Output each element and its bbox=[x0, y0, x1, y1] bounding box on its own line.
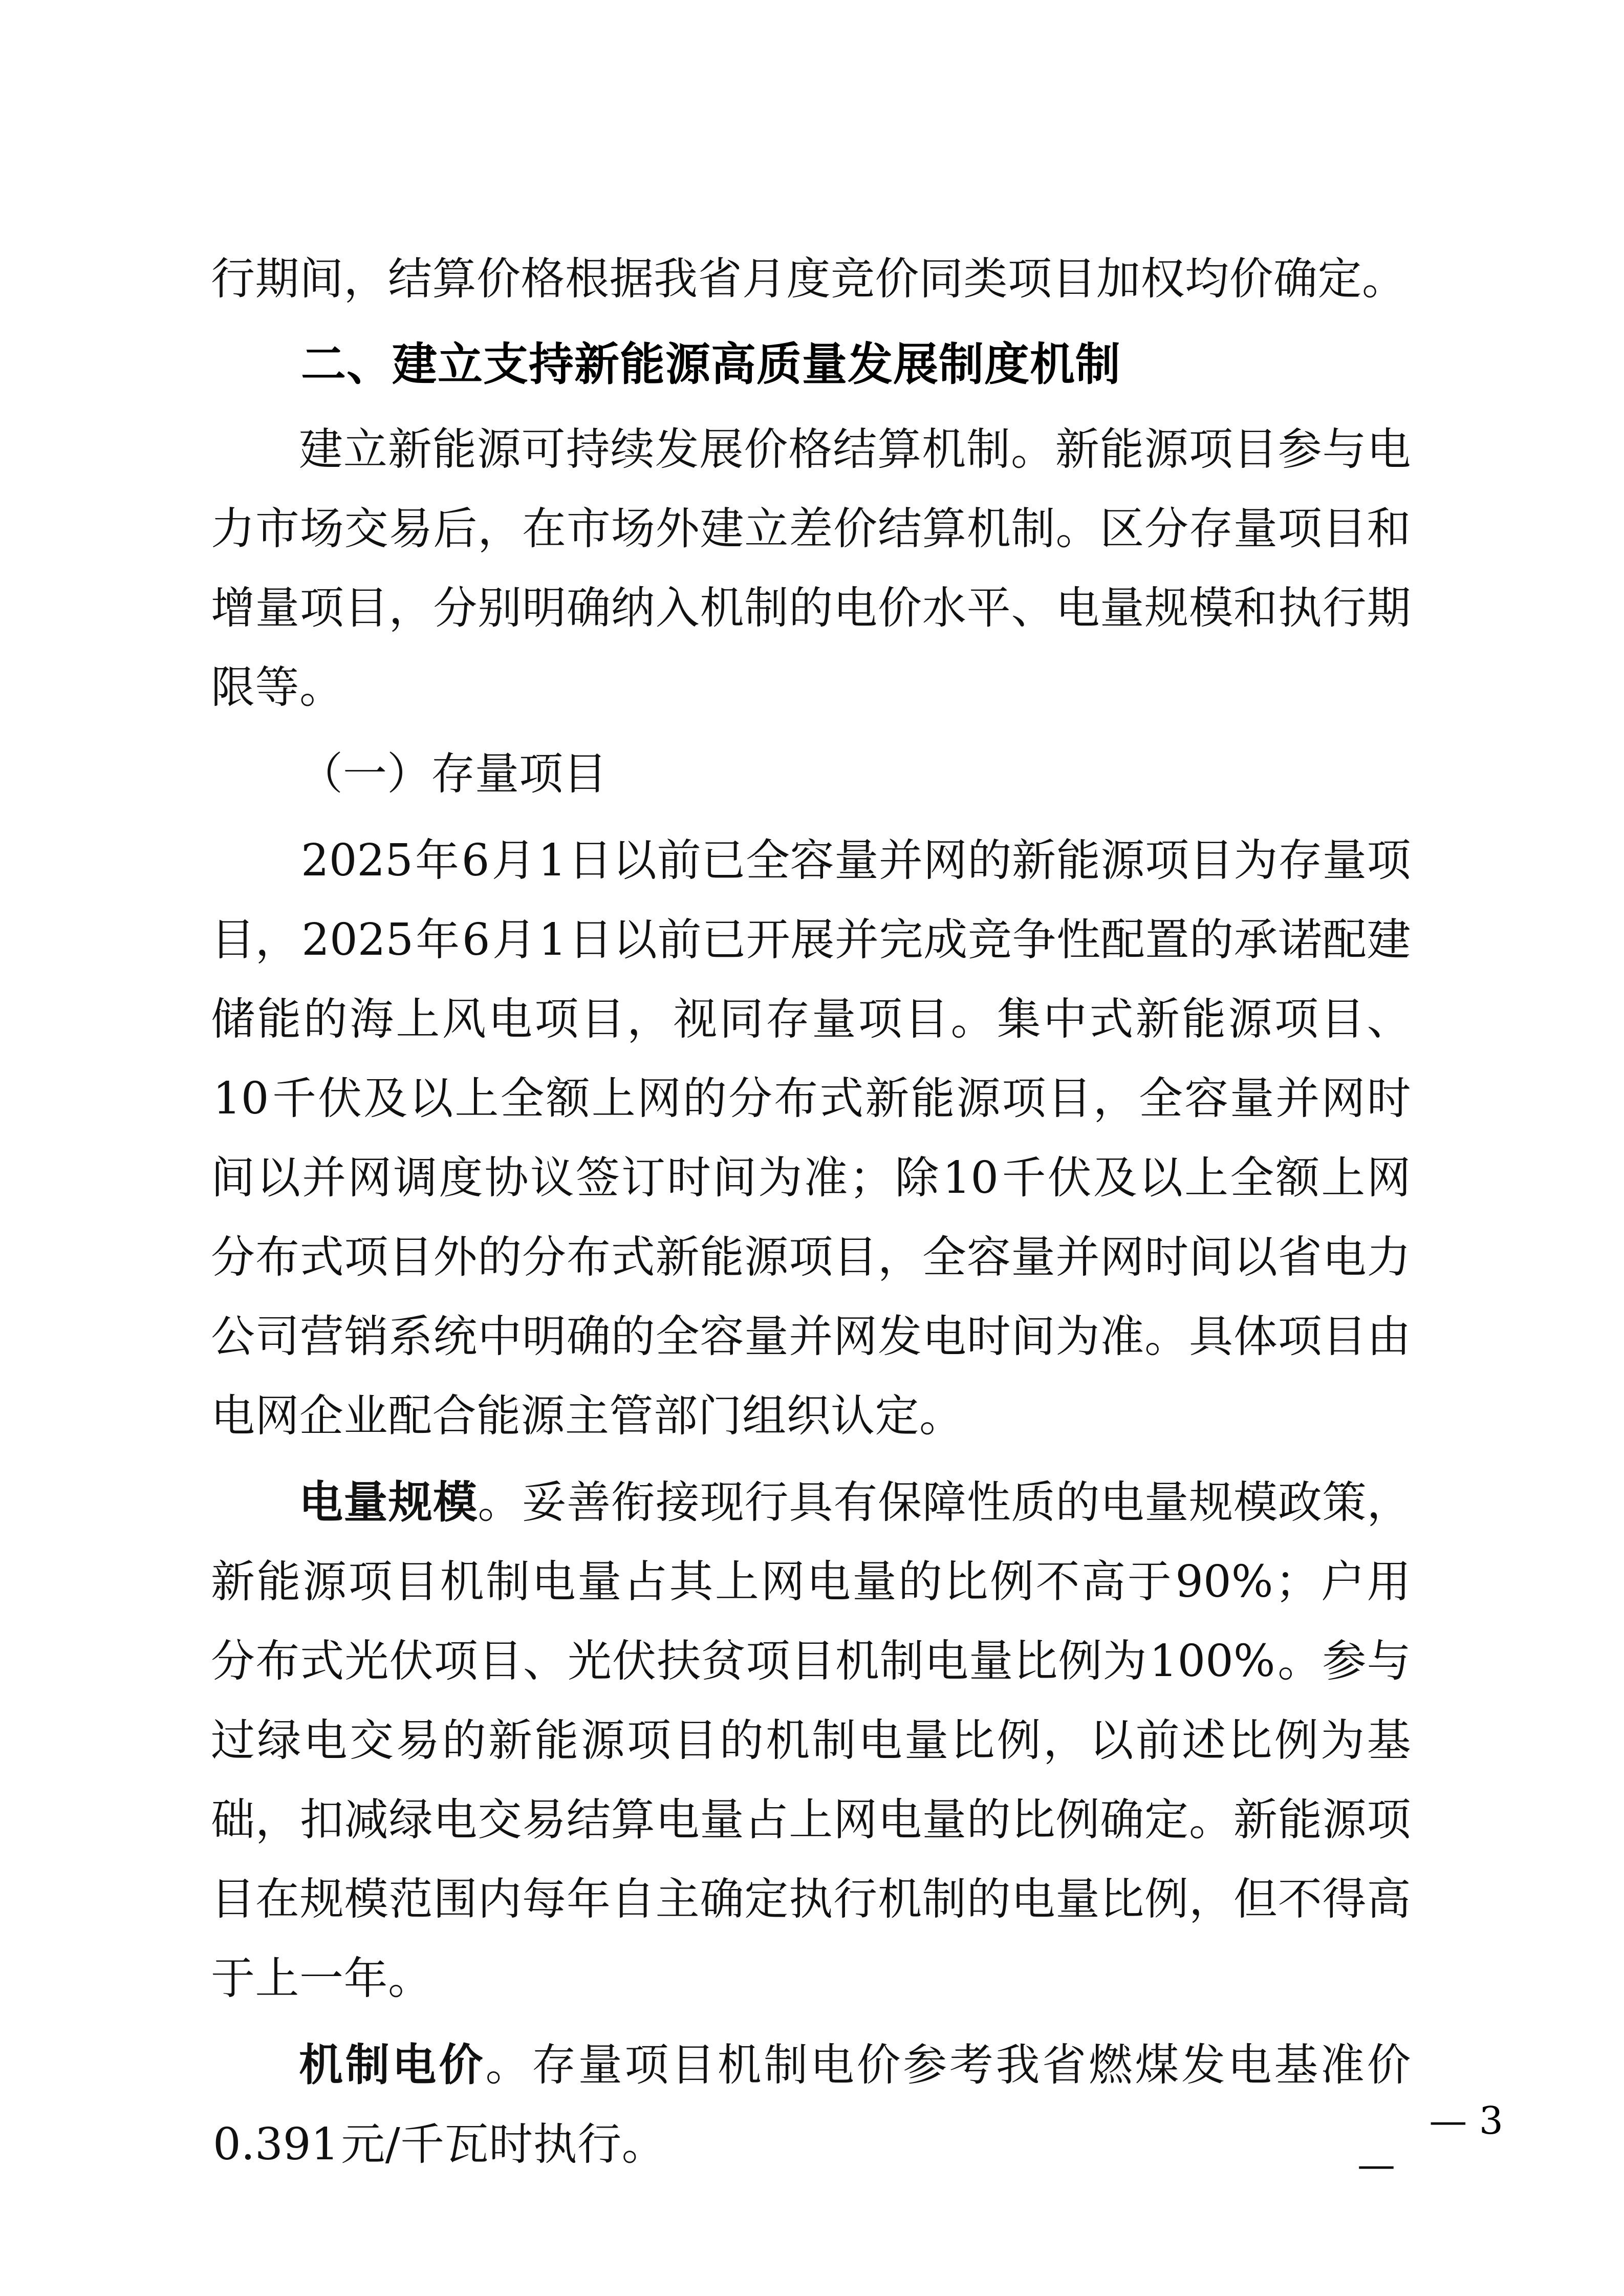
page-footer bbox=[1288, 2099, 1503, 2187]
spacer bbox=[211, 2019, 1411, 2026]
volume-text-c: 。参与过绿电交易的新能源项目的机制电量比例，以前述比例为基础，扣减绿电交易结算电量占上网电量的比例确定。新能源项目在规模范围内每年自主确定执行机制的电量比例，但不得高于上一年。 bbox=[211, 1636, 1411, 2004]
unit-year-first: 年 bbox=[415, 835, 460, 886]
definition-text-d: 千伏及以上全额上网分布式项目外的分布式新能源项目，全容量并网时间以省电力公司营销系统中明确的全容量并网发电时间为准。具体项目由电网企业配合能源主管部门组织认定。 bbox=[211, 1152, 1412, 1442]
unit-year-second: 年 bbox=[416, 914, 460, 965]
spacer bbox=[211, 1456, 1411, 1463]
ratio-90-percent: 90% bbox=[1175, 1556, 1273, 1607]
ratio-100-percent: 100% bbox=[1149, 1636, 1275, 1687]
spacer bbox=[211, 319, 1411, 326]
day-1-first: 1 bbox=[538, 835, 567, 886]
lead-in-mechanism-price: 机制电价 bbox=[299, 2040, 486, 2091]
month-6-first: 6 bbox=[461, 835, 490, 886]
paragraph-mechanism-intro: 建立新能源可持续发展价格结算机制。新能源项目参与电力市场交易后，在市场外建立差价结算机制。区分存量项目和增量项目，分别明确纳入机制的电价水平、电量规模和执行期限等。 bbox=[211, 424, 1411, 713]
page-number-line-two: — bbox=[1357, 2143, 1395, 2187]
spacer bbox=[211, 727, 1411, 735]
paragraph-continued-line: 行期间，结算价格根据我省月度竞价同类项目加权均价确定。 bbox=[211, 253, 1406, 305]
year-2025-second: 2025 bbox=[301, 914, 414, 965]
year-2025-first: 2025 bbox=[301, 835, 413, 886]
spacer bbox=[211, 814, 1411, 821]
paragraph-mechanism-price bbox=[211, 2026, 1411, 2184]
lead-in-volume-scale: 电量规模 bbox=[299, 1477, 478, 1528]
month-6-second: 6 bbox=[462, 914, 490, 965]
voltage-10kv-first: 10 bbox=[213, 1073, 269, 1124]
price-text-a: 。存量项目机制电价参考我省燃煤发电基准价 bbox=[485, 2040, 1412, 2091]
price-text-b: 元/千瓦时执行。 bbox=[341, 2119, 666, 2170]
volume-text-a: 。妥善衔接现行具有保障性质的电量规模政策，新能源项目机制电量占其上网电量的比例不高于 bbox=[211, 1477, 1412, 1607]
page-content bbox=[211, 240, 1411, 2184]
page-number-line-one: — 3 bbox=[1429, 2099, 1503, 2143]
paragraph-volume-scale bbox=[211, 1463, 1411, 2019]
price-value-0391: 0.391 bbox=[213, 2119, 339, 2170]
subheading-existing-projects: （一）存量项目 bbox=[299, 748, 607, 800]
volume-text-b: ；户用分布式光伏项目、光伏扶贫项目机制电量比例为 bbox=[211, 1556, 1412, 1687]
voltage-10kv-second: 10 bbox=[942, 1152, 999, 1204]
unit-month-second: 月 bbox=[492, 914, 537, 965]
paragraph-existing-definition bbox=[211, 821, 1411, 1456]
definition-text-b: 日以前已开展并完成竞争性配置的承诺配建储能的海上风电项目，视同存量项目。集中式新能源项目、 bbox=[211, 914, 1412, 1045]
unit-month-first: 月 bbox=[491, 835, 536, 886]
definition-text-c: 千伏及以上全额上网的分布式新能源项目，全容量并网时间以并网调度协议签订时间为准；除 bbox=[211, 1073, 1411, 1204]
section-heading-two: 二、建立支持新能源高质量发展制度机制 bbox=[301, 338, 1121, 391]
definition-text-a: 日以前已全容量并网的新能源项目为存量项目， bbox=[211, 835, 1412, 965]
day-1-second: 1 bbox=[538, 914, 567, 965]
spacer bbox=[211, 403, 1411, 410]
